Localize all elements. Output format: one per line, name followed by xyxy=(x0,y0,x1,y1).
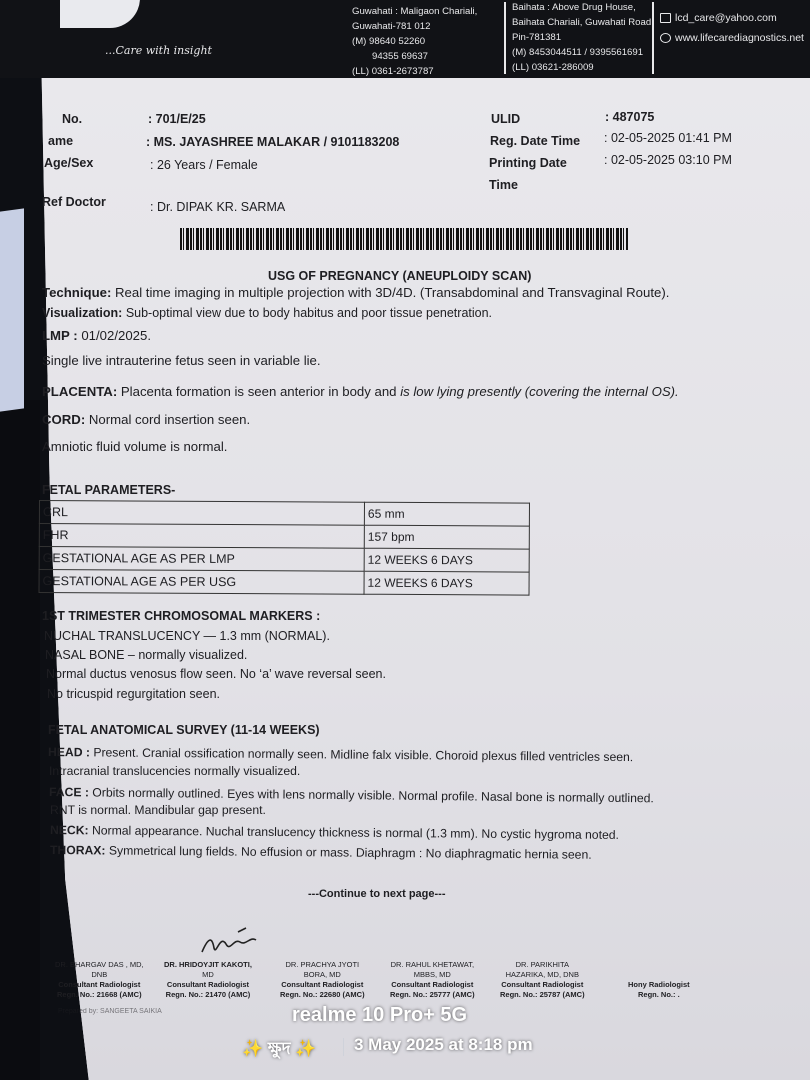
logo-tagline: ...Care with insight xyxy=(105,44,212,57)
doctor-3: DR. PRACHYA JYOTI BORA, MD Consultant Radiologist Regn. No.: 22680 (AMC) xyxy=(280,960,365,999)
technique-line: Technique: Real time imaging in multiple projection with 3D/4D. (Transabdominal and Transvaginal Route). xyxy=(42,285,670,300)
face-line-2: RNT is normal. Mandibular gap present. xyxy=(50,803,266,817)
visualization-line: Visualization: Sub-optimal view due to body habitus and poor tissue penetration. xyxy=(42,306,493,320)
camera-datetime: 3 May 2025 at 8:18 pm xyxy=(354,1035,533,1054)
signature xyxy=(198,924,268,964)
placenta-line: PLACENTA: Placenta formation is seen anterior in body and is low lying presently (covering the internal OS). xyxy=(42,384,679,399)
contact-info: lcd_care@yahoo.com www.lifecarediagnostics.net xyxy=(660,8,804,48)
guwahati-address: Guwahati : Maligaon Chariali, Guwahati-781 012 (M) 98640 52260 94355 69637 (LL) 0361-2673787 xyxy=(352,6,478,77)
camera-device-label: realme 10 Pro+ 5G xyxy=(292,1004,468,1026)
head-line-2: Intracranial translucencies normally visualized. xyxy=(49,764,301,778)
doctor-6: Hony Radiologist Regn. No.: . xyxy=(628,980,690,999)
doctor-4: DR. RAHUL KHETAWAT, MBBS, MD Consultant Radiologist Regn. No.: 25777 (AMC) xyxy=(390,960,475,999)
continue-note: ---Continue to next page--- xyxy=(308,888,446,900)
label-ref-doctor: Ref Doctor xyxy=(42,195,106,209)
doctor-1: DR. BHARGAV DAS , MD, DNB Consultant Radiologist Regn. No.: 21668 (AMC) xyxy=(55,960,144,999)
table-row: GESTATIONAL AGE AS PER LMP 12 WEEKS 6 DAYS xyxy=(39,547,529,573)
value-agesex: : 26 Years / Female xyxy=(150,158,258,172)
thorax-line: THORAX: Symmetrical lung fields. No effusion or mass. Diaphragm : No diaphragmatic hernia seen. xyxy=(49,843,592,862)
table-row: CRL 65 mm xyxy=(39,501,529,527)
label-print-date: Printing Date xyxy=(489,156,567,170)
survey-title: FETAL ANATOMICAL SURVEY (11-14 WEEKS) xyxy=(48,723,320,737)
watermark-divider xyxy=(343,1038,344,1056)
fetal-parameters-table xyxy=(39,500,530,596)
marker-nt: NUCHAL TRANSLUCENCY — 1.3 mm (NORMAL). xyxy=(44,629,330,643)
label-ulid: ULID xyxy=(491,112,521,126)
amniotic-line: Amniotic fluid volume is normal. xyxy=(42,439,228,454)
report-title: USG OF PREGNANCY (ANEUPLOIDY SCAN) xyxy=(268,269,532,283)
value-name: : MS. JAYASHREE MALAKAR / 9101183208 xyxy=(146,135,400,149)
label-agesex: Age/Sex xyxy=(44,156,94,170)
value-print-date: : 02-05-2025 03:10 PM xyxy=(604,153,732,167)
label-name: ame xyxy=(48,134,74,148)
table-row: GESTATIONAL AGE AS PER USG 12 WEEKS 6 DAYS xyxy=(39,570,529,596)
baihata-address: Baihata : Above Drug House, Baihata Chariali, Guwahati Road Pin-781381 (M) 8453044511 / 9395561691 (LL) 03621-286009 xyxy=(512,2,652,73)
label-print-time: Time xyxy=(489,178,518,192)
value-reg-date: : 02-05-2025 01:41 PM xyxy=(604,131,732,145)
cord-line: CORD: Normal cord insertion seen. xyxy=(42,412,251,427)
value-ulid: : 487075 xyxy=(605,110,655,124)
value-ref-doctor: : Dr. DIPAK KR. SARMA xyxy=(150,200,286,214)
marker-ductus: Normal ductus venosus flow seen. No ‘a’ wave reversal seen. xyxy=(46,667,386,681)
head-line: HEAD : Present. Cranial ossification normally seen. Midline falx visible. Choroid plexus filled ventricles seen. xyxy=(47,745,634,765)
fetal-parameters-title: FETAL PARAMETERS- xyxy=(42,483,176,497)
doctor-2: DR. HRIDOYJIT KAKOTI, MD Consultant Radiologist Regn. No.: 21470 (AMC) xyxy=(164,960,252,999)
doctor-5: DR. PARIKHITA HAZARIKA, MD, DNB Consultant Radiologist Regn. No.: 25787 (AMC) xyxy=(500,960,585,999)
value-no: : 701/E/25 xyxy=(148,112,206,126)
neck-line: NECK: Normal appearance. Nuchal translucency thickness is normal (1.3 mm). No cystic hygroma noted. xyxy=(49,823,620,842)
marker-nasal-bone: NASAL BONE – normally visualized. xyxy=(45,648,248,662)
fetus-line: Single live intrauterine fetus seen in variable lie. xyxy=(42,353,321,368)
face-line: FACE : Orbits normally outlined. Eyes with lens normally visible. Normal profile. Nasal bone is normally outlined. xyxy=(48,785,654,806)
barcode xyxy=(180,228,628,250)
camera-tag: ✨ ক্ষুদ ✨ xyxy=(242,1039,317,1058)
label-no: No. xyxy=(62,112,83,126)
lmp-line: LMP : 01/02/2025. xyxy=(42,328,151,343)
table-row: FHR 157 bpm xyxy=(39,524,529,550)
markers-title: 1ST TRIMESTER CHROMOSOMAL MARKERS : xyxy=(42,609,321,623)
label-reg-date: Reg. Date Time xyxy=(490,134,581,148)
marker-tricuspid: No tricuspid regurgitation seen. xyxy=(47,687,221,701)
prepared-by: Prepared by: SANGEETA SAIKIA xyxy=(58,1008,162,1015)
